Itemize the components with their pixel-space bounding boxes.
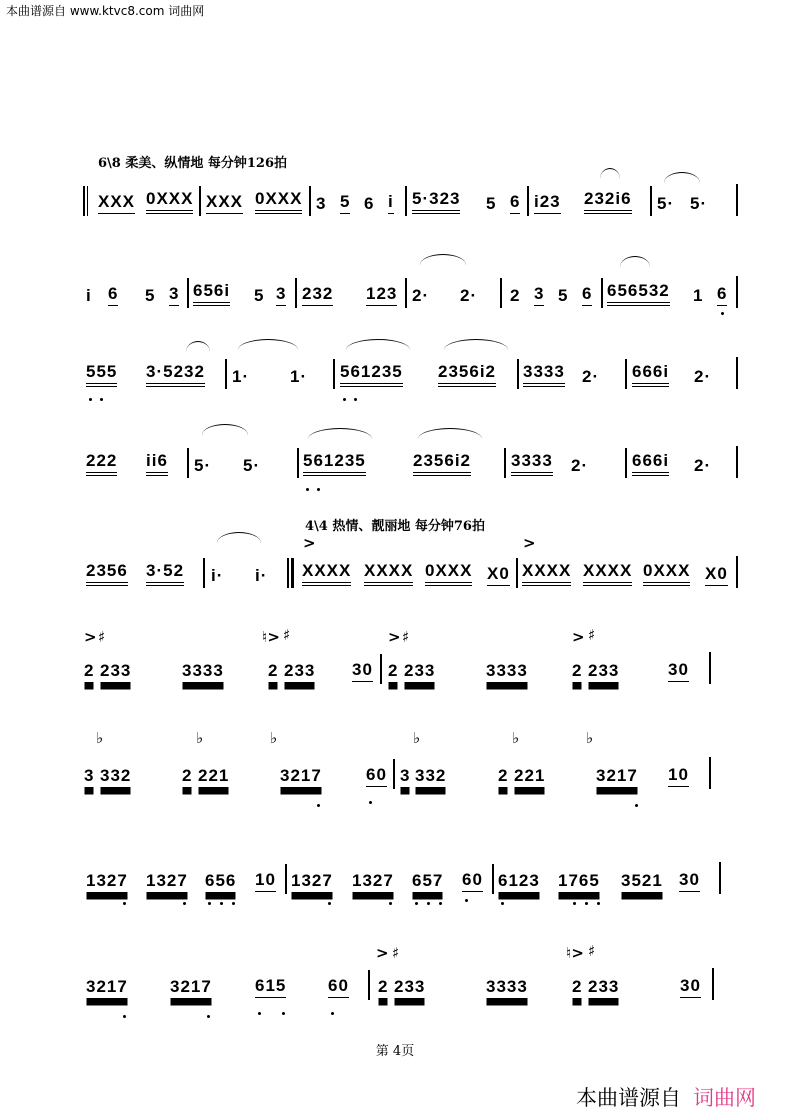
note-group: 0XXX <box>146 189 193 214</box>
natural-accent-mark: ♮> <box>262 628 280 646</box>
note-group: XXXX <box>583 561 632 586</box>
barline <box>650 186 652 216</box>
low-octave-dot <box>328 902 331 905</box>
barline <box>393 759 395 789</box>
note: 2· <box>694 367 712 386</box>
note-group: i23 <box>534 192 561 214</box>
barline <box>225 359 227 389</box>
note-group: 1327 <box>86 871 128 890</box>
note: 5 <box>254 286 265 305</box>
low-octave-dot <box>232 902 235 905</box>
note: 5· <box>194 456 212 475</box>
note-group: 2356i2 <box>413 451 471 476</box>
tie-slur <box>420 254 466 265</box>
tie-slur <box>444 339 508 350</box>
note: 1· <box>232 367 250 386</box>
low-octave-dot <box>317 804 320 807</box>
note: 5 <box>558 286 569 305</box>
repeat-end-barline <box>291 558 294 588</box>
flat-sign: ♭ <box>196 729 204 747</box>
note-group: 233 <box>404 661 436 680</box>
note-group: 232 <box>302 284 333 306</box>
low-octave-dot <box>573 902 576 905</box>
note: 2 <box>510 286 521 305</box>
barline <box>380 654 382 684</box>
barline <box>405 186 407 216</box>
barline <box>517 359 519 389</box>
note-group: 3333 <box>511 451 553 476</box>
low-octave-dot <box>585 902 588 905</box>
note-group: 1765 <box>558 871 600 890</box>
note: 2 <box>572 661 583 680</box>
barline <box>736 184 738 216</box>
note-group: 1327 <box>291 871 333 890</box>
low-octave-dot <box>369 801 372 804</box>
note: 2 <box>182 766 193 785</box>
note-group: 666i <box>632 451 669 476</box>
note: 2 <box>268 661 279 680</box>
note-group: 561235 <box>340 362 403 387</box>
barline <box>333 359 335 389</box>
accent-mark: > <box>84 628 97 646</box>
note-group: 3333 <box>486 977 528 996</box>
note: 3 <box>84 766 95 785</box>
score-line-7 <box>0 729 790 795</box>
sharp-sign: ♯ <box>588 626 596 644</box>
low-octave-dot <box>123 1015 126 1018</box>
barline <box>187 448 189 478</box>
accent-mark: > <box>388 628 401 646</box>
tie-slur <box>346 339 410 350</box>
sharp-sign: ♯ <box>588 942 596 960</box>
tie-slur <box>217 532 261 543</box>
note: 2· <box>582 367 600 386</box>
barline <box>504 448 506 478</box>
barline <box>719 862 721 894</box>
note: 6 <box>717 284 727 306</box>
note-group: 0XXX <box>255 189 302 214</box>
score-line-5 <box>0 534 790 594</box>
barline <box>601 278 603 308</box>
accent-mark: > <box>523 534 536 552</box>
low-octave-dot <box>354 398 357 401</box>
note-group: X0 <box>487 564 510 586</box>
note-group: 233 <box>394 977 426 996</box>
flat-sign: ♭ <box>512 729 520 747</box>
tie-slur <box>664 172 700 183</box>
barline <box>709 757 711 789</box>
note-group: 3·52 <box>146 561 184 586</box>
note: 5 <box>145 286 156 305</box>
note-group: 332 <box>415 766 447 785</box>
note: 5· <box>657 194 675 213</box>
note-group: 1327 <box>352 871 394 890</box>
note-group: 60 <box>366 765 387 787</box>
barline <box>295 278 297 308</box>
tie-slur <box>238 339 298 350</box>
tie-slur <box>418 428 482 439</box>
note-group: 123 <box>366 284 397 306</box>
note: 2· <box>694 456 712 475</box>
note: 3 <box>534 284 544 306</box>
low-octave-dot <box>721 312 724 315</box>
note-group: 30 <box>680 976 701 998</box>
barline <box>203 558 205 588</box>
note-group: 656i <box>193 281 230 306</box>
note-group: 233 <box>588 977 620 996</box>
barline <box>736 446 738 478</box>
sharp-sign: ♯ <box>392 944 400 962</box>
note: 3 <box>316 194 327 213</box>
triplet-mark <box>600 168 620 179</box>
note: 5· <box>690 194 708 213</box>
note-group: 221 <box>514 766 546 785</box>
note: 2 <box>498 766 509 785</box>
low-octave-dot <box>465 899 468 902</box>
low-octave-dot <box>100 398 103 401</box>
sharp-sign: ♯ <box>98 628 106 646</box>
note-group: 60 <box>462 870 483 892</box>
note: i <box>86 286 92 305</box>
note-group: XXXX <box>302 561 351 586</box>
note-group: 30 <box>352 660 373 682</box>
note-group: 5·323 <box>412 189 460 214</box>
note-group: 221 <box>198 766 230 785</box>
barline <box>309 186 311 216</box>
accent-mark: > <box>376 944 389 962</box>
note-group: 10 <box>668 765 689 787</box>
low-octave-dot <box>635 804 638 807</box>
low-octave-dot <box>123 902 126 905</box>
note-group: 233 <box>284 661 316 680</box>
note: 6 <box>364 194 375 213</box>
note: 2· <box>460 286 478 305</box>
note-group: 666i <box>632 362 669 387</box>
score-line-1 <box>0 162 790 222</box>
note: i <box>388 192 394 214</box>
score-line-9 <box>0 942 790 1006</box>
note: 5 <box>486 194 497 213</box>
note: i· <box>255 566 268 585</box>
low-octave-dot <box>389 902 392 905</box>
note-group: 3333 <box>486 661 528 680</box>
flat-sign: ♭ <box>96 729 104 747</box>
note-group: ii6 <box>146 451 168 476</box>
note: 2 <box>388 661 399 680</box>
barline <box>709 652 711 684</box>
low-octave-dot <box>427 902 430 905</box>
barline <box>368 970 370 1000</box>
note-group: 656532 <box>607 281 670 306</box>
note: 2 <box>84 661 95 680</box>
barline <box>500 278 502 308</box>
barline <box>492 864 494 894</box>
barline <box>297 448 299 478</box>
note-group: 233 <box>100 661 132 680</box>
note-group: 3521 <box>621 871 663 890</box>
score-line-4 <box>0 424 790 484</box>
flat-sign: ♭ <box>270 729 278 747</box>
note: 6 <box>108 284 118 306</box>
note-group: 555 <box>86 362 117 387</box>
barline <box>516 558 518 588</box>
note-group: 222 <box>86 451 117 476</box>
sharp-sign: ♯ <box>283 626 291 644</box>
low-octave-dot <box>282 1012 285 1015</box>
barline <box>712 968 714 1000</box>
note-group: 2356i2 <box>438 362 496 387</box>
barline <box>736 276 738 308</box>
low-octave-dot <box>89 398 92 401</box>
note: 6 <box>510 192 520 214</box>
note-group: 656 <box>205 871 237 890</box>
page-number: 第 4页 <box>375 1044 415 1059</box>
note-group: 3217 <box>86 977 128 996</box>
triplet-mark <box>620 256 650 267</box>
note-group: X0 <box>705 564 728 586</box>
note-group: 3·5232 <box>146 362 205 387</box>
note-group: 1327 <box>146 871 188 890</box>
barline <box>736 556 738 588</box>
note-group: 30 <box>679 870 700 892</box>
low-octave-dot <box>183 902 186 905</box>
note: 3 <box>276 284 286 306</box>
low-octave-dot <box>331 1012 334 1015</box>
note-group: 0XXX <box>425 561 472 586</box>
low-octave-dot <box>306 488 309 491</box>
barline <box>287 558 289 588</box>
note: 2· <box>571 456 589 475</box>
note-group: 10 <box>255 870 276 892</box>
barline <box>625 448 627 478</box>
tie-slur <box>308 428 372 439</box>
note-group: 60 <box>328 976 349 998</box>
note: 2· <box>412 286 430 305</box>
low-octave-dot <box>415 902 418 905</box>
flat-sign: ♭ <box>413 729 421 747</box>
note-group: 6123 <box>498 871 540 890</box>
note: 3 <box>400 766 411 785</box>
site-header: 本曲谱源自 www.ktvc8.com 词曲网 <box>6 4 205 18</box>
barline <box>199 186 201 216</box>
score-line-8 <box>0 840 790 900</box>
note: 1 <box>693 286 704 305</box>
note: 5· <box>243 456 261 475</box>
note-group: XXX <box>98 192 135 214</box>
note-group: 3217 <box>596 766 638 785</box>
site-brand[interactable] <box>576 1082 756 1112</box>
barline <box>285 864 287 894</box>
note-group: 3217 <box>170 977 212 996</box>
note-group: 2356 <box>86 561 128 586</box>
brand-text-right: 词曲网 <box>693 1086 756 1110</box>
sharp-sign: ♯ <box>402 628 410 646</box>
accent-mark: > <box>303 534 316 552</box>
tie-slur <box>202 424 248 435</box>
note-group: XXXX <box>522 561 571 586</box>
barline <box>405 278 407 308</box>
tempo-marking-2: 4\4 热情、靓丽地 每分钟76拍 <box>305 519 485 534</box>
note-group: 232i6 <box>584 189 632 214</box>
low-octave-dot <box>501 902 504 905</box>
note-group: 3333 <box>182 661 224 680</box>
low-octave-dot <box>343 398 346 401</box>
note-group: 615 <box>255 976 286 998</box>
flat-sign: ♭ <box>586 729 594 747</box>
note-group: 657 <box>412 871 444 890</box>
note-group: 3333 <box>523 362 565 387</box>
accent-mark: > <box>572 628 585 646</box>
low-octave-dot <box>207 1015 210 1018</box>
natural-accent-mark: ♮> <box>566 944 584 962</box>
triplet-mark <box>186 341 210 352</box>
low-octave-dot <box>317 488 320 491</box>
note: i· <box>211 566 224 585</box>
note-group: 3217 <box>280 766 322 785</box>
low-octave-dot <box>258 1012 261 1015</box>
note-group: 561235 <box>303 451 366 476</box>
note-group: XXXX <box>364 561 413 586</box>
note-group: 0XXX <box>643 561 690 586</box>
note: 6 <box>582 284 592 306</box>
note: 3 <box>169 284 179 306</box>
note: 2 <box>572 977 583 996</box>
tempo-marking-1: 6\8 柔美、纵情地 每分钟126拍 <box>98 156 288 171</box>
low-octave-dot <box>208 902 211 905</box>
score-line-6 <box>0 626 790 690</box>
note: 2 <box>378 977 389 996</box>
note-group: 30 <box>668 660 689 682</box>
barline <box>187 278 189 308</box>
note-group: 332 <box>100 766 132 785</box>
score-line-3 <box>0 335 790 395</box>
low-octave-dot <box>597 902 600 905</box>
note: 5 <box>340 192 350 214</box>
note-group: 233 <box>588 661 620 680</box>
barline <box>625 359 627 389</box>
note: 1· <box>290 367 308 386</box>
brand-text-left: 本曲谱源自 <box>576 1086 681 1110</box>
repeat-start-sign <box>83 186 93 216</box>
barline <box>736 357 738 389</box>
note-group: XXX <box>206 192 243 214</box>
low-octave-dot <box>220 902 223 905</box>
score-line-2 <box>0 254 790 314</box>
low-octave-dot <box>439 902 442 905</box>
barline <box>527 186 529 216</box>
